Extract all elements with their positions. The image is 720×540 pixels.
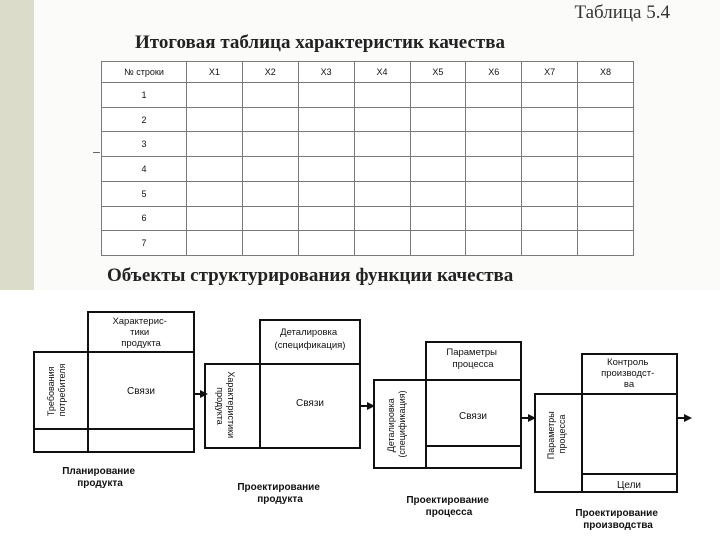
table-cell — [522, 206, 578, 231]
table-cell — [242, 231, 298, 256]
block-production-design — [535, 354, 677, 531]
table-cell — [522, 181, 578, 206]
table-cell — [187, 132, 243, 157]
table-caption: Таблица 5.4 — [574, 2, 670, 23]
table-cell — [578, 157, 634, 182]
block1-stage-label: Планирование продукта — [62, 466, 136, 489]
table-cell — [354, 157, 410, 182]
table-cell — [522, 157, 578, 182]
table-cell — [354, 181, 410, 206]
block-process-design — [374, 342, 521, 518]
table-cell — [187, 231, 243, 256]
table-cell — [187, 83, 243, 108]
table-cell — [578, 181, 634, 206]
table-cell — [522, 83, 578, 108]
block2-stage-label: Проектирование продукта — [237, 482, 320, 505]
table-cell — [522, 231, 578, 256]
table-cell — [298, 107, 354, 132]
table-cell — [410, 83, 466, 108]
table-cell — [298, 231, 354, 256]
block-product-planning — [34, 312, 194, 489]
quality-table — [101, 61, 634, 256]
row-number-cell: 6 — [102, 206, 187, 231]
table-cell — [578, 132, 634, 157]
table-cell — [410, 231, 466, 256]
table-cell — [578, 83, 634, 108]
qfd-diagram — [0, 290, 720, 540]
table-cell — [242, 107, 298, 132]
table-cell — [578, 206, 634, 231]
table-cell — [298, 181, 354, 206]
block1-center-label: Связи — [126, 386, 156, 397]
table-cell — [466, 83, 522, 108]
block4-top-label: Контроль производст- ва — [601, 357, 655, 390]
header-cell: X4 — [354, 62, 410, 83]
table-cell — [187, 107, 243, 132]
row-number-cell: 3 — [102, 132, 187, 157]
block3-stage-label: Проектирование процесса — [406, 495, 489, 518]
table-cell — [354, 83, 410, 108]
block2-left-label: Характеристики продукта — [215, 371, 236, 439]
table-row — [102, 132, 634, 157]
table-title: Итоговая таблица характеристик качества — [135, 32, 505, 53]
row-number-cell: 4 — [102, 157, 187, 182]
row-number-cell: 1 — [102, 83, 187, 108]
row-number-cell: 2 — [102, 107, 187, 132]
table-cell — [354, 231, 410, 256]
header-cell: X1 — [187, 62, 243, 83]
table-cell — [466, 107, 522, 132]
table-cell — [578, 231, 634, 256]
table-cell — [410, 157, 466, 182]
header-cell: X8 — [578, 62, 634, 83]
table-cell — [242, 132, 298, 157]
section-title: Объекты структурирования функции качества — [107, 265, 514, 286]
table-cell — [410, 181, 466, 206]
header-cell: X2 — [242, 62, 298, 83]
table-cell — [354, 132, 410, 157]
table-cell — [298, 157, 354, 182]
table-cell — [466, 181, 522, 206]
table-row — [102, 231, 634, 256]
table-row — [102, 181, 634, 206]
row-number-cell: 5 — [102, 181, 187, 206]
table-cell — [242, 181, 298, 206]
table-cell — [522, 132, 578, 157]
block3-center-label: Связи — [458, 411, 488, 422]
table-cell — [187, 206, 243, 231]
table-cell — [354, 107, 410, 132]
table-cell — [466, 206, 522, 231]
header-cell: № строки — [102, 62, 187, 83]
header-cell: X3 — [298, 62, 354, 83]
table-cell — [242, 206, 298, 231]
table-cell — [354, 206, 410, 231]
header-cell: X7 — [522, 62, 578, 83]
table-header-row — [102, 62, 634, 83]
table-cell — [466, 132, 522, 157]
block4-bottom-label: Цели — [616, 480, 642, 491]
table-row — [102, 157, 634, 182]
block3-left-label: Деталировка (спецификация) — [386, 390, 407, 458]
block1-top-label: Характерис- тики продукта — [112, 316, 167, 349]
block1-left-label: Требования потребителя — [46, 363, 67, 417]
header-cell: X5 — [410, 62, 466, 83]
block-product-design — [205, 320, 360, 505]
table-cell — [298, 132, 354, 157]
table-cell — [410, 132, 466, 157]
table-cell — [187, 157, 243, 182]
block2-top-label: Деталировка (спецификация) — [274, 327, 346, 351]
left-decor-strip — [0, 0, 34, 290]
table-row — [102, 83, 634, 108]
table-cell — [410, 107, 466, 132]
dash-mark — [93, 152, 100, 153]
header-cell: X6 — [466, 62, 522, 83]
table-row — [102, 206, 634, 231]
table-cell — [298, 206, 354, 231]
table-cell — [466, 157, 522, 182]
table-cell — [298, 83, 354, 108]
table-cell — [187, 181, 243, 206]
block4-stage-label: Проектирование производства — [575, 508, 658, 531]
table-cell — [242, 157, 298, 182]
table-cell — [578, 107, 634, 132]
table-row — [102, 107, 634, 132]
table-cell — [466, 231, 522, 256]
block3-top-label: Параметры процесса — [446, 347, 497, 370]
table-cell — [410, 206, 466, 231]
block4-left-label: Параметры процесса — [546, 411, 567, 460]
row-number-cell: 7 — [102, 231, 187, 256]
table-cell — [522, 107, 578, 132]
block2-center-label: Связи — [295, 398, 325, 409]
table-cell — [242, 83, 298, 108]
